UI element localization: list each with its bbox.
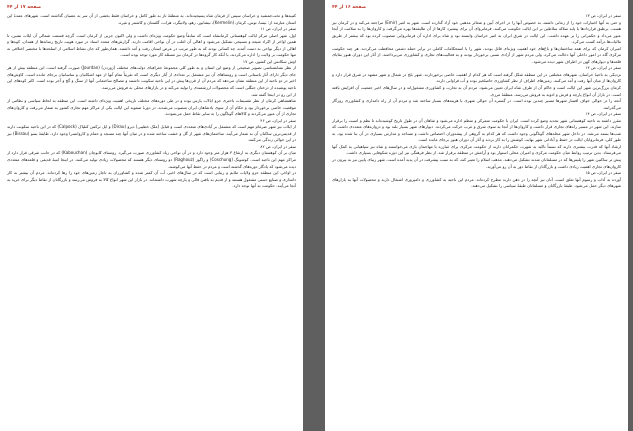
paragraph: شاهنشاهی کرمان از نظر تقسیمات باختری جزو ایالات پارس بوده و در طی دوره‌های مختلف تاریخی اهمیت ویژه‌ای داشته است. این منطقه به لحاظ سیاسی و نظامی از موقعیت خاصی برخوردار بود و حکام آن از سوی پادشاهان ایران منصوب می‌شدند. در دورهٔ صفویه این ایالت یکی از مراکز مهم تجاری کشور به شمار می‌رفت و کاروان‌های تجاری از آن عبور می‌کردند و کالاهای گوناگون را به سایر نقاط حمل می‌نمودند. (7, 98, 296, 117)
paragraph: از ایلات نیز شهر ضرغام مهم است که مشتمل بر آبادی‌های متعددی است و قبایل (ملک خطیبی) دیرو (Dirau) و ایل ترکمن کتلپاک (Calpock) که در این ناحیه سکونت دارند از قدیمی‌ترین ساکنان آن به شمار می‌آیند. ساختمان‌های شهر از گل و خشت ساخته شده و در میان آنها چند مسجد و حمام و کاروانسرا وجود دارد. طایفهٔ بسو (Bissau) نیز در این حوالی زندگی می‌کنند. (7, 124, 296, 143)
section-heading: سفر در ایران، ص ۸۲ (260, 143, 296, 149)
paragraph: پیش تر ساکنین شهر را پلیس‌ها که در مسلمانان شدند تشکیل می‌دهند. مذهب اسلام را تعبیر کند، که به سبب پیشرفت در آن پدید آمده است. شهر زیبای پایین نیز به بیرون در کاروان‌های تجاری اهمیت زیادی داشت و بازرگانان از نقاط دور به آن رو می‌آورند. (332, 157, 621, 169)
left-page (325, 0, 628, 431)
paragraph: امیران کرمان که برای همه ساختمان‌ها و باغ‌های خود اهمیت ویژه‌ای قائل بودند، شهر را با استحکامات کاملی در برابر حمله دشمن محافظت می‌کردند. هر چند حکومت مرکزی گاه در امور داخلی آنها دخالت می‌کرد، ولی مردم شهر از آزادی نسبی برخوردار بودند و به فعالیت‌های تجاری و کشاورزی می‌پرداختند. از آثار این دوران هنوز بقایای قلعه‌ها و دیوارهای کهن در اطراف شهر دیده می‌شود. (332, 45, 621, 64)
section-heading: سفر در ایران، ص ۱۴ (585, 111, 621, 117)
paragraph: آنجه را در حوالی خواف افسار شهرها مسیر چندین بوده است. در گستره آن حوالی شهری با هزینه‌های بسیار ساخته شد و مردم آن از راه دامداری و کشاورزی روزگار می‌گذرانند. (332, 98, 621, 110)
paragraph: کتیبه‌ها و تخت‌جمشید و خراسان سپس از فرمان شاه پسیجیده‌اند. به منطقهٔ تاز به طور کامل و خراسان فقط بخشی از آن سر به عصیان گذاشته است. شهرهای عمدهٔ این استان عبارتند از: نیسا، توس، کرمان (Kermelin)، نیشابور، زهو، ولاتیگرد، هرات، گلستان و کاشمر و غیره. (7, 13, 296, 25)
page-body (7, 13, 296, 190)
right-page (0, 0, 303, 431)
paragraph: و حتی به آنها اختیارات خود را از زمانی داشته، به خصوص آنها را در اجرای آیین و شعائر مذهبی خود آزاد گذارده است. شهر به امیر (Emir) مراجعه می‌کند و در کرمان نیز هست. برطبق قراردادها با پایه سلاله سلاطین بر این ایالت حکومت می‌کنند. فرمانروای آن برای پیشبرد کارها از آن طایفه‌ها بهره می‌گرفت و کاروان‌ها را به سلامت از آنجا عبور می‌داد و حکمرانی را بر عهده داشت. این ایالت در شرق ایران به امیر خراسان وابسته بود و شاه برای اداره آن فرمانروایی منصوب کرده بود که بیشتر از طریق مالیات‌ها درآمد کسب می‌کرد. (332, 19, 621, 45)
paragraph: میان بر آن کوهستان دیگری به ارتفاع ۳ هزار متر وجود دارد و در آن نواحی زیاد کشاورزی صورت می‌گیرد. روستای کابوچان (Kabouchan) که در جانب شرقی قرار دارد از مراکز مهم این ناحیه است. کوشونگ (Coschung) و راگوز (Raghouz) دو روستای دیگر هستند که محصولات زیادی تولید می‌کنند. در اینجا ابنیهٔ قدیمی و قلعه‌های متعددی دیده می‌شود که یادگار دوره‌های گذشته است و مردم در حفظ آنها می‌کوشند. (7, 150, 296, 169)
paragraph: آورده به آداب و رسوم آنها تعلق است، آنان نیز آنچه را در ذهن دارند مطرح کرده‌اند. مردم این ناحیه به کشاورزی و دامپروری اشتغال دارند و محصولات آنها به بازارهای شهرهای دیگر حمل می‌شود. طبقهٔ بازرگانان و مسلمانان طبقهٔ سیاسی را تشکیل می‌دهند. (332, 176, 621, 189)
section-heading: سفر در ایران، ص ۱۳ (585, 13, 621, 18)
paragraph: کرمان بزرگ‌ترین شهر این ایالت است و حاکم آن از طرف شاه ایران تعیین می‌شود. مردم آن به تجارت و کشاورزی مشغول‌اند و در سال‌های اخیر جمعیت آن افزایش یافته است. در بازار آن انواع پارچه و فرش و ادویه به فروش می‌رسد. منطقهٔ مرزی. (332, 85, 621, 97)
section-heading: سفر در ایران، ص ۱۴ (585, 65, 621, 71)
section-heading: اوش سکانس این کشور، ص ۱۷ (242, 58, 296, 64)
section-heading: سفر در ایران، ص ۴۶ (260, 117, 296, 123)
section-heading: سفر در ایران، ص ۱۵ (585, 170, 621, 176)
page-header: صفحه ۱۶ از ۴۴ (332, 5, 367, 10)
paragraph: نزدیکی به ناحیهٔ خراسان، شهرهای مختلفی در این منطقه شکل گرفته است که هر کدام از اهمیت خاصی برخوردارند. شهر بلخ در شمال و شهر مشهد در شرق قرار دارد و کاروان‌ها از میان آنها رفت و آمد می‌کنند. زمین‌های اطراف از نظر کشاورزی حاصلخیز بوده و آب فراوانی دارند. (332, 71, 621, 84)
paragraph: مقرر داشته به ناحیه کوهستانی شهر تجدید وضع کرده است. ایران با حکومت متمرکز و منظم اداره می‌شود و شاهان آن در طول تاریخ کوشیده‌اند تا نظم و امنیت را برقرار سازند. این شهر در مسیر راه‌های تجاری قرار داشت و کاروان‌ها از آنجا به سوی شرق و غرب حرکت می‌کردند. دیوارهای شهر بسیار بلند بود و دروازه‌های متعددی داشت که شب‌ها بسته می‌شد. در داخل شهر محله‌های گوناگونی وجود داشت که هر کدام به گروهی از پیشه‌وران اختصاص داشت و مساجد و مدارس بسیاری در آن بنا شده بود. به طور کلی، فرمانروایان ایالت در حفظ و آبادانی شهر نهایت کوشش را به کار بردند و آثار آن دوران هنوز برجای مانده است. (332, 117, 621, 143)
page-header: صفحه ۱۷ از ۴۴ (7, 5, 42, 10)
section-heading: سفر در ایران، ص ۱۱ (260, 26, 296, 32)
page-body (332, 13, 621, 190)
paragraph: اول، شهر اصلی مرکز ایالت کوهستانی کرمانشاه است که سابقاً وضع حکومت ویژه‌ای داشت و ولی اکنون جزیی از کرمان است. گرچه قسمت شمالی آن ایلات نشین، تا همین اواخر از اکراد شیعه و مسیحی تشکیل می‌شود و اهالی آن اغلب در آن نواحی اقامت دارند. گزارش‌های متعدد اسناد در مورد هویت تاریخ رسانه‌ها از همدان، کوه‌ها و اهالی از دیگر نواحی به دست آمده، چه کسانی بودند که به طور مرتب در عرض استان رفت و آمد داشتند. همان‌طور که جان نشاط اسلامی از اسلحه‌ها با مختصر اختلافی نه تنها حکومت بر ولایت را اداره می‌کردند، با آنکه کار گروه‌ها در کرمان نیز مسئله کار مورد توجه بوده است. (7, 32, 296, 58)
paragraph: از نظر نشانشناسی تصویر صحیحی از وضع این استان و به طور کلی مجموعهٔ جغرافیای دولت‌های مختلف (ژوردن) (Jourdan) صورت گرفته است. این منطقه بیش از هر جای دیگر دارای آثار باستانی است و روستاهای آن نیز مشتمل بر تعدادی از آثار دیگری است که تقریباً تمام آنها از عهد اشکانیان و ساسانیان برجای مانده است. کاوش‌های اخیر در دو ناحیه از این منطقه نشان می‌دهد که مردم آن از قرن‌ها پیش در این ناحیه سکونت داشتند و مصالح ساختمانی آنها از سنگ و گچ و آجر بوده است. اکثر کوه‌های این ناحیه پوشیده از درختان جنگلی است که محصولات ارزشمندی را تولید می‌کند و در بازارهای محلی به فروش می‌رسد. (7, 65, 296, 91)
paragraph: در اواخر، این منطقه جزو ولایات ملایم و زیبایی است که در سال‌های اخیر، آب آن کمتر شده و کشاورزان به ناچار زمین‌های خود را رها کرده‌اند. مردم آن بیشتر به کار دامداری و صنایع دستی مشغول هستند و از قدیم به بافتن قالی و پارچه شهرت داشته‌اند. در بازار این شهر انواع کالا به فروش می‌رسد و بازرگانان از نقاط دیگر برای خرید به آنجا می‌آیند. حکومت به آنها توجه دارد. (7, 170, 296, 189)
paragraph: از این رو در اینجا گفته شد. (250, 91, 296, 97)
paragraph: ارشاد آنها که قدرت بیشتری دارند که نسبتاً تاکید به شهرت حکمرانان دارند از حکومت مرکزی برای مبارزه با مهاجمان یاری می‌خواستند و شاه نیز سپاهیانی به کمک آنها می‌فرستاد. بدین ترتیب روابط میان حکومت مرکزی و امیران محلی استوار بود و آرامش در منطقه برقرار شد. از نظر فرهنگی نیز این دوره شکوفایی بسیاری داشت. (332, 143, 621, 156)
